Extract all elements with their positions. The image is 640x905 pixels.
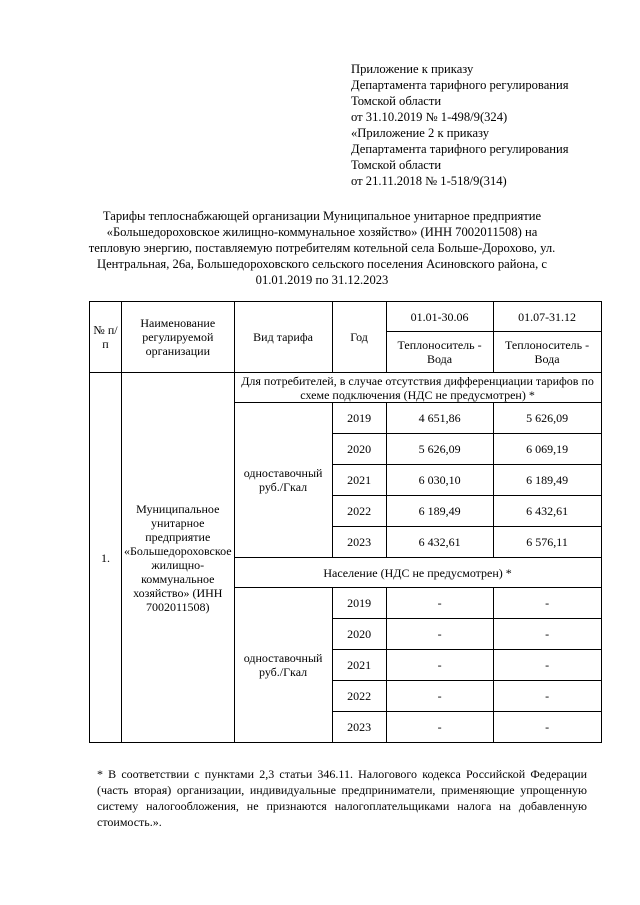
appendix-line: Департамента тарифного регулирования [351, 78, 569, 92]
appendix-line: от 31.10.2019 № 1-498/9(324) [351, 110, 508, 124]
appendix-line: Департамента тарифного регулирования [351, 142, 569, 156]
appendix-line: «Приложение 2 к приказу [351, 126, 490, 140]
value-cell: - [493, 650, 601, 681]
appendix-line: от 21.11.2018 № 1-518/9(314) [351, 174, 507, 188]
value-cell: - [386, 681, 493, 712]
value-cell: 6 189,49 [386, 496, 493, 527]
header-carrier-2: Теплоноситель - Вода [493, 332, 601, 373]
header-year: Год [332, 302, 386, 373]
year-cell: 2023 [332, 527, 386, 558]
value-cell: - [493, 681, 601, 712]
category-label: Для потребителей, в случае отсутствия дифференциации тарифов по схеме подключения (НДС не предусмотрен) * [234, 373, 601, 403]
year-cell: 2022 [332, 681, 386, 712]
year-cell: 2020 [332, 434, 386, 465]
year-cell: 2021 [332, 465, 386, 496]
value-cell: 6 432,61 [386, 527, 493, 558]
appendix-line: Томской области [351, 94, 442, 108]
header-num: № п/п [90, 302, 122, 373]
value-cell: 6 030,10 [386, 465, 493, 496]
value-cell: 4 651,86 [386, 403, 493, 434]
value-cell: - [493, 712, 601, 743]
value-cell: - [386, 619, 493, 650]
header-carrier-1: Теплоноситель - Вода [386, 332, 493, 373]
year-cell: 2020 [332, 619, 386, 650]
tariff-type-cell: одноставочный руб./Гкал [234, 588, 332, 743]
row-number: 1. [90, 373, 122, 743]
header-period-2: 01.07-31.12 [493, 302, 601, 332]
value-cell: 6 189,49 [493, 465, 601, 496]
document-title: Тарифы теплоснабжающей организации Муниципальное унитарное предприятие «Большедороховское жилищно-коммунальное хозяйство» (ИНН 7002011508) на тепловую энергию, поставляемую потребителям котельной села Больше-Дорохово, ул. Центральная, 26а, Большедороховского сельского поселения Асиновского района, с 01.01.2019 по 31.12.2023 [88, 209, 556, 287]
year-cell: 2021 [332, 650, 386, 681]
year-cell: 2019 [332, 588, 386, 619]
footnote: * В соответствии с пунктами 2,3 статьи 346.11. Налогового кодекса Российской Федерации (часть вторая) организации, индивидуальные предприниматели, применяющие упрощенную систему налогообложения, не признаются налогоплательщиками налога на добавленную стоимость.». [97, 767, 587, 829]
header-tariff-type: Вид тарифа [234, 302, 332, 373]
header-period-1: 01.01-30.06 [386, 302, 493, 332]
org-name: Муниципальное унитарное предприятие «Большедороховское жилищно-коммунальное хозяйство» (ИНН 7002011508) [122, 373, 235, 743]
value-cell: - [386, 588, 493, 619]
year-cell: 2023 [332, 712, 386, 743]
category-label: Население (НДС не предусмотрен) * [234, 558, 601, 588]
value-cell: 5 626,09 [493, 403, 601, 434]
tariff-table [89, 301, 602, 743]
appendix-line: Томской области [351, 158, 442, 172]
header-org: Наименование регулируемой организации [122, 302, 235, 373]
appendix-line: Приложение к приказу [351, 62, 474, 76]
header-row [90, 302, 602, 332]
value-cell: 6 576,11 [493, 527, 601, 558]
value-cell: - [493, 588, 601, 619]
value-cell: - [493, 619, 601, 650]
appendix-header [351, 61, 611, 189]
value-cell: - [386, 712, 493, 743]
value-cell: 6 432,61 [493, 496, 601, 527]
category-row [90, 373, 602, 403]
value-cell: - [386, 650, 493, 681]
value-cell: 6 069,19 [493, 434, 601, 465]
year-cell: 2022 [332, 496, 386, 527]
year-cell: 2019 [332, 403, 386, 434]
tariff-type-cell: одноставочный руб./Гкал [234, 403, 332, 558]
value-cell: 5 626,09 [386, 434, 493, 465]
